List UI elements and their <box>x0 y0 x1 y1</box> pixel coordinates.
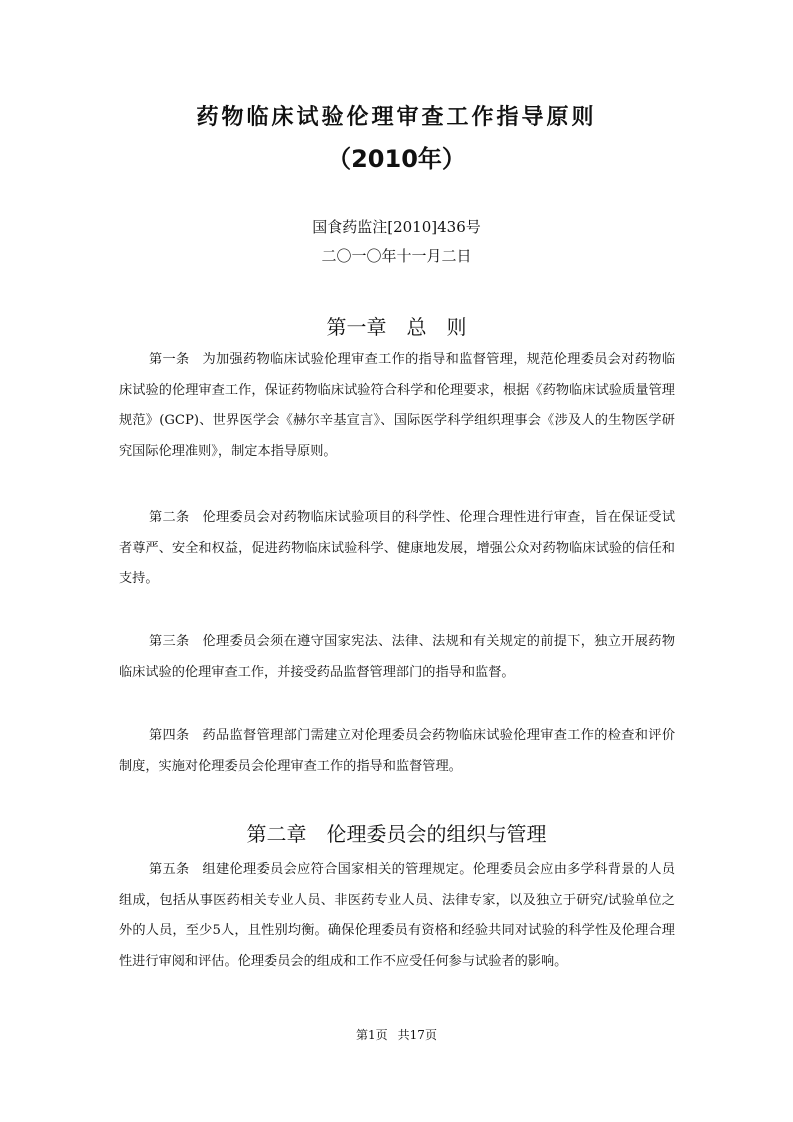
article-text: 药品监督管理部门需建立对伦理委员会药物临床试验伦理审查工作的检查和评价制度，实施对伦理委员会伦理审查工作的指导和监督管理。 <box>119 728 676 774</box>
chapter-heading: 第二章 伦理委员会的组织与管理 <box>246 822 547 846</box>
article-label: 第五条 <box>149 862 190 877</box>
article-paragraph <box>119 721 675 782</box>
page-number: 第1页 <box>356 1028 388 1042</box>
page-footer <box>0 1027 793 1043</box>
article-paragraph <box>119 503 675 595</box>
article-label: 第四条 <box>149 728 190 743</box>
article-label: 第一条 <box>149 352 190 367</box>
article-label: 第二条 <box>149 510 190 525</box>
article-text: 为加强药物临床试验伦理审查工作的指导和监督管理，规范伦理委员会对药物临床试验的伦理审查工作，保证药物临床试验符合科学和伦理要求，根据《药物临床试验质量管理规范》(GCP)、世界医学会《赫尔辛基宣言》、国际医学科学组织理事会《涉及人的生物医学研究国际伦理准则》，制定本指导原则。 <box>119 352 676 459</box>
article-label: 第三条 <box>149 634 190 649</box>
document-title: 药物临床试验伦理审查工作指导原则 <box>196 105 597 130</box>
document-year: （2010年） <box>327 145 466 173</box>
article-paragraph <box>119 627 675 688</box>
article-text: 伦理委员会对药物临床试验项目的科学性、伦理合理性进行审查，旨在保证受试者尊严、安全和权益，促进药物临床试验科学、健康地发展，增强公众对药物临床试验的信任和支持。 <box>119 510 676 586</box>
article-text: 伦理委员会须在遵守国家宪法、法律、法规和有关规定的前提下，独立开展药物临床试验的伦理审查工作，并接受药品监督管理部门的指导和监督。 <box>119 634 676 680</box>
article-paragraph <box>119 855 675 977</box>
document-number: 国食药监注[2010]436号 <box>312 218 481 236</box>
article-paragraph <box>119 345 675 467</box>
article-text: 组建伦理委员会应符合国家相关的管理规定。伦理委员会应由多学科背景的人员组成，包括从事医药相关专业人员、非医药专业人员、法律专家，以及独立于研究/试验单位之外的人员，至少5人，且性别均衡。确保伦理委员有资格和经验共同对试验的科学性及伦理合理性进行审阅和评估。伦理委员会的组成和工作不应受任何参与试验者的影响。 <box>119 862 676 969</box>
page-total: 共17页 <box>397 1028 437 1042</box>
chapter-heading: 第一章 总 则 <box>326 315 467 339</box>
document-date: 二〇一〇年十一月二日 <box>321 247 472 265</box>
